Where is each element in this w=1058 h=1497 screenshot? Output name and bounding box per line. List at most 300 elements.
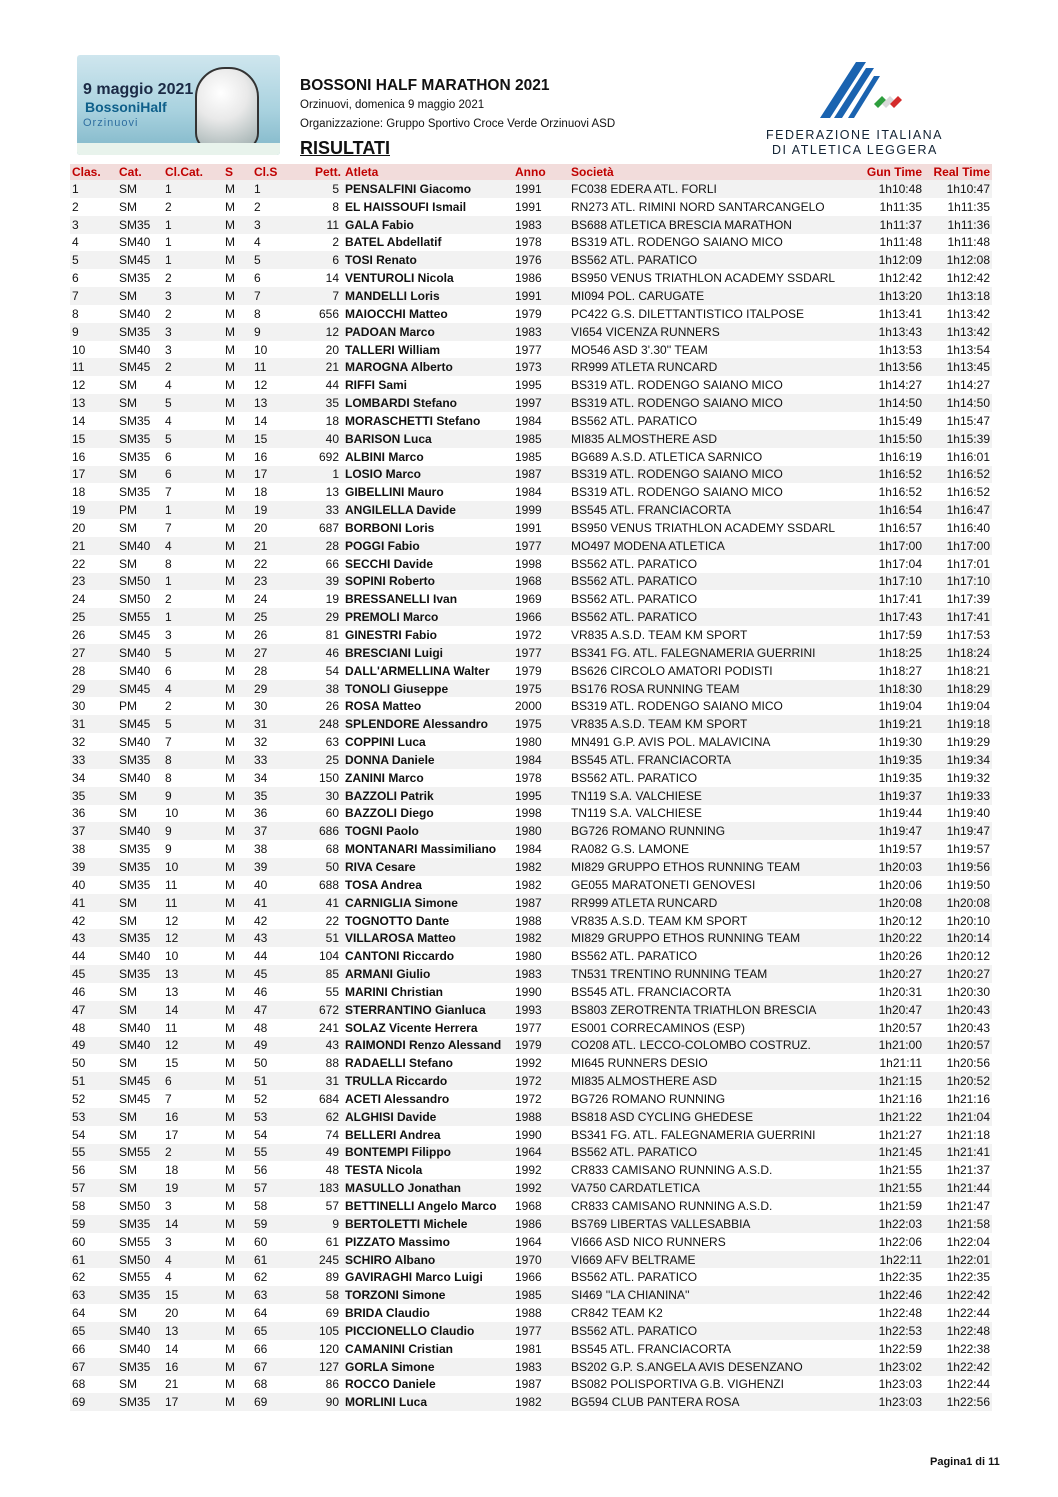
cell-atleta: SOPINI Roberto [343, 573, 513, 591]
cell-gun-time: 1h18:30 [851, 680, 924, 698]
cell-societa: BG726 ROMANO RUNNING [569, 822, 851, 840]
cell-societa: CR842 TEAM K2 [571, 1306, 663, 1321]
cell-pett: 684 [318, 1091, 339, 1106]
cell-atleta: PADOAN Marco [343, 323, 513, 341]
cell-anno: 1995 [513, 787, 569, 805]
cell-cat: SM35 [117, 323, 163, 341]
cell-cl-s: 60 [254, 1234, 268, 1249]
cell-pett: 25 [299, 751, 343, 769]
cell-clas: 48 [72, 1020, 86, 1035]
table-row [70, 822, 992, 840]
cell-gun-time: 1h19:47 [851, 822, 924, 840]
cell-societa: MI829 GRUPPO ETHOS RUNNING TEAM [569, 929, 851, 947]
cell-cl-s: 42 [254, 913, 268, 928]
table-row [70, 501, 992, 519]
cell-anno: 1977 [515, 1020, 542, 1035]
fidal-mark-icon [762, 60, 952, 124]
cell-cl-cat: 3 [163, 287, 223, 305]
cell-real-time: 1h16:47 [924, 501, 992, 519]
cell-anno: 1984 [515, 842, 542, 857]
table-row [70, 269, 992, 287]
header-cl-s: Cl.S [252, 164, 299, 180]
cell-cl-s: 21 [252, 537, 299, 555]
cell-real-time: 1h19:40 [946, 806, 990, 821]
cell-cl-s: 32 [254, 735, 268, 750]
cell-societa: RA082 G.S. LAMONE [571, 842, 690, 857]
cell-anno: 1977 [513, 537, 569, 555]
cell-clas: 41 [70, 894, 117, 912]
header-societa: Società [569, 164, 851, 180]
cell-gun-time: 1h21:45 [851, 1144, 924, 1162]
cell-cl-cat: 1 [163, 251, 223, 269]
cell-gun-time: 1h14:50 [851, 394, 924, 412]
table-row [70, 787, 992, 805]
cell-clas: 62 [72, 1270, 86, 1285]
page-number: Pagina1 di 11 [930, 1456, 1000, 1468]
cell-pett: 14 [325, 271, 339, 286]
cell-pett: 31 [299, 1072, 343, 1090]
cell-atleta: BELLERI Andrea [345, 1127, 441, 1142]
cell-atleta: POGGI Fabio [343, 537, 513, 555]
cell-cl-cat: 14 [163, 1215, 223, 1233]
cell-sex: M [223, 1286, 252, 1304]
cell-atleta: TRULLA Riccardo [343, 1072, 513, 1090]
cell-atleta: MORLINI Luca [343, 1393, 513, 1411]
cell-sex: M [225, 1306, 235, 1321]
cell-societa: BS319 ATL. RODENGO SAIANO MICO [571, 699, 783, 714]
cell-cl-s: 50 [254, 1056, 268, 1071]
cell-cl-cat: 12 [163, 929, 223, 947]
cell-sex: M [223, 358, 252, 376]
cell-cat: SM55 [117, 1144, 163, 1162]
cell-atleta: TOSA Andrea [345, 877, 422, 892]
cell-real-time: 1h22:01 [924, 1251, 992, 1269]
cell-atleta: BORBONI Loris [345, 520, 435, 535]
cell-sex: M [225, 663, 235, 678]
cell-cl-s: 24 [254, 592, 268, 607]
cell-cl-s: 4 [254, 235, 261, 250]
cell-real-time: 1h19:56 [924, 858, 992, 876]
cell-cl-s: 22 [254, 556, 268, 571]
cell-clas: 27 [70, 644, 117, 662]
cell-anno: 1987 [515, 1377, 542, 1392]
cell-gun-time: 1h22:03 [851, 1215, 924, 1233]
cell-real-time: 1h20:57 [924, 1037, 992, 1055]
cell-pett: 39 [299, 573, 343, 591]
cell-cl-s: 18 [254, 485, 268, 500]
cell-pett: 62 [299, 1108, 343, 1126]
cell-pett: 46 [299, 644, 343, 662]
cell-clas: 9 [70, 323, 117, 341]
table-row [70, 644, 992, 662]
cell-cl-s: 11 [252, 358, 299, 376]
cell-pett: 104 [318, 949, 339, 964]
cell-anno: 1995 [515, 378, 542, 393]
cell-societa: BS688 ATLETICA BRESCIA MARATHON [569, 216, 851, 234]
cell-clas: 42 [72, 913, 86, 928]
cell-cat: SM40 [119, 949, 151, 964]
table-row [70, 769, 992, 787]
cell-gun-time: 1h23:02 [851, 1358, 924, 1376]
table-row [70, 626, 992, 644]
cell-atleta: DALL'ARMELLINA Walter [345, 663, 490, 678]
cell-societa: BG594 CLUB PANTERA ROSA [569, 1393, 851, 1411]
cell-sex: M [223, 965, 252, 983]
cell-cat: SM [117, 394, 163, 412]
cell-cat: SM [117, 180, 163, 198]
table-row [70, 430, 992, 448]
cell-cat: SM35 [117, 929, 163, 947]
table-row [70, 537, 992, 555]
cell-pett: 20 [325, 342, 339, 357]
cell-clas: 24 [72, 592, 86, 607]
cell-real-time: 1h19:29 [946, 735, 990, 750]
cell-cl-cat: 7 [165, 1091, 172, 1106]
cell-pett: 688 [318, 877, 339, 892]
cell-atleta: BRIDA Claudio [345, 1306, 430, 1321]
cell-real-time: 1h22:56 [924, 1393, 992, 1411]
cell-cl-s: 25 [252, 608, 299, 626]
cell-sex: M [225, 1163, 235, 1178]
cell-clas: 47 [70, 1001, 117, 1019]
cell-societa: CO208 ATL. LECCO-COLOMBO COSTRUZ. [569, 1037, 851, 1055]
cell-clas: 6 [72, 271, 79, 286]
cell-real-time: 1h11:48 [947, 235, 990, 250]
cell-real-time: 1h12:08 [924, 251, 992, 269]
cell-cat: SM40 [117, 644, 163, 662]
cell-real-time: 1h18:21 [946, 663, 990, 678]
cell-gun-time: 1h22:35 [878, 1270, 922, 1285]
cell-gun-time: 1h13:20 [851, 287, 924, 305]
cell-cl-s: 17 [252, 466, 299, 484]
cell-cat: SM45 [117, 1072, 163, 1090]
cell-gun-time: 1h13:56 [851, 358, 924, 376]
cell-atleta: GORLA Simone [343, 1358, 513, 1376]
cell-cat: SM35 [117, 216, 163, 234]
cell-gun-time: 1h20:27 [851, 965, 924, 983]
cell-societa: RR999 ATLETA RUNCARD [569, 894, 851, 912]
cell-real-time: 1h14:27 [946, 378, 990, 393]
cell-cl-s: 48 [254, 1020, 268, 1035]
cell-gun-time: 1h22:46 [851, 1286, 924, 1304]
cell-pett: 22 [325, 913, 339, 928]
cell-cat: SM [119, 984, 137, 999]
cell-pett: 60 [325, 806, 339, 821]
cell-pett: 672 [299, 1001, 343, 1019]
cell-pett: 656 [318, 306, 339, 321]
cell-real-time: 1h18:29 [924, 680, 992, 698]
cell-sex: M [225, 770, 235, 785]
cell-atleta: LOMBARDI Stefano [343, 394, 513, 412]
cell-cl-s: 12 [254, 378, 268, 393]
cell-anno: 1998 [515, 806, 542, 821]
cell-societa: BS082 POLISPORTIVA G.B. VIGHENZI [571, 1377, 784, 1392]
cell-sex: M [225, 913, 235, 928]
cell-clas: 44 [72, 949, 86, 964]
header-clas: Clas. [70, 164, 117, 180]
cell-cat: SM50 [119, 1199, 151, 1214]
cell-atleta: ALGHISI Davide [343, 1108, 513, 1126]
cell-cl-cat: 1 [163, 501, 223, 519]
cell-atleta: CAMANINI Cristian [345, 1341, 454, 1356]
cell-clas: 66 [72, 1341, 86, 1356]
cell-gun-time: 1h22:06 [878, 1234, 922, 1249]
cell-clas: 57 [70, 1179, 117, 1197]
cell-real-time: 1h11:36 [924, 216, 992, 234]
cell-sex: M [225, 1020, 235, 1035]
fidal-line1: FEDERAZIONE ITALIANA [766, 128, 944, 142]
cell-cl-s: 45 [252, 965, 299, 983]
cell-real-time: 1h13:54 [946, 342, 990, 357]
cell-real-time: 1h21:47 [946, 1199, 990, 1214]
cell-anno: 1978 [515, 770, 542, 785]
cell-atleta: BATEL Abdellatif [345, 235, 442, 250]
cell-cl-s: 49 [252, 1037, 299, 1055]
table-row [70, 751, 992, 769]
cell-sex: M [223, 858, 252, 876]
cell-real-time: 1h18:24 [924, 644, 992, 662]
table-row [70, 198, 992, 216]
cell-cat: SM35 [119, 877, 151, 892]
table-row [70, 1126, 992, 1144]
cell-societa: MO497 MODENA ATLETICA [569, 537, 851, 555]
cell-gun-time: 1h21:27 [878, 1127, 922, 1142]
cell-gun-time: 1h16:57 [878, 520, 922, 535]
cell-real-time: 1h19:18 [924, 715, 992, 733]
cell-gun-time: 1h19:04 [878, 699, 922, 714]
cell-cl-s: 63 [252, 1286, 299, 1304]
cell-real-time: 1h17:39 [946, 592, 990, 607]
cell-cl-s: 36 [254, 806, 268, 821]
cell-sex: M [225, 1091, 235, 1106]
cell-pett: 85 [299, 965, 343, 983]
cell-anno: 1968 [513, 573, 569, 591]
cell-cl-s: 29 [252, 680, 299, 698]
table-row [70, 412, 992, 430]
cell-anno: 1984 [515, 413, 542, 428]
cell-clas: 36 [72, 806, 86, 821]
cell-cl-cat: 10 [165, 949, 179, 964]
cell-sex: M [223, 822, 252, 840]
cell-real-time: 1h17:41 [924, 608, 992, 626]
cell-pett: 48 [325, 1163, 339, 1178]
cell-clas: 59 [70, 1215, 117, 1233]
cell-sex: M [225, 485, 235, 500]
cell-cl-cat: 13 [163, 1322, 223, 1340]
cell-sex: M [223, 715, 252, 733]
table-row [70, 840, 992, 858]
cell-cat: SM35 [117, 965, 163, 983]
cell-anno: 1977 [513, 1322, 569, 1340]
cell-pett: 26 [325, 699, 339, 714]
cell-gun-time: 1h20:06 [878, 877, 922, 892]
cell-gun-time: 1h21:11 [879, 1056, 922, 1071]
cell-pett: 2 [332, 235, 339, 250]
cell-cl-cat: 8 [165, 556, 172, 571]
cell-real-time: 1h22:44 [946, 1306, 990, 1321]
cell-anno: 1980 [515, 735, 542, 750]
cell-pett: 9 [299, 1215, 343, 1233]
cell-anno: 1972 [513, 1072, 569, 1090]
cell-real-time: 1h21:44 [924, 1179, 992, 1197]
cell-cl-cat: 15 [163, 1286, 223, 1304]
cell-cl-cat: 2 [165, 306, 172, 321]
cell-sex: M [223, 680, 252, 698]
cell-cl-cat: 1 [163, 573, 223, 591]
cell-cl-cat: 4 [163, 1251, 223, 1269]
cell-cat: SM50 [117, 573, 163, 591]
cell-cl-s: 10 [254, 342, 268, 357]
cell-cl-s: 69 [252, 1393, 299, 1411]
cell-anno: 1985 [515, 449, 542, 464]
cell-societa: VR835 A.S.D. TEAM KM SPORT [569, 715, 851, 733]
cell-sex: M [223, 644, 252, 662]
cell-pett: 54 [325, 663, 339, 678]
cell-clas: 17 [70, 466, 117, 484]
cell-gun-time: 1h18:27 [878, 663, 922, 678]
cell-cat: SM [117, 1001, 163, 1019]
cell-atleta: BARISON Luca [343, 430, 513, 448]
table-row [70, 323, 992, 341]
cell-cat: SM [119, 199, 137, 214]
cell-cat: SM40 [119, 342, 151, 357]
cell-anno: 1982 [513, 858, 569, 876]
cell-anno: 1978 [515, 235, 542, 250]
cell-cat: SM [117, 466, 163, 484]
cell-pett: 13 [325, 485, 339, 500]
cell-real-time: 1h16:40 [946, 520, 990, 535]
results-body [70, 180, 992, 1411]
cell-atleta: STERRANTINO Gianluca [343, 1001, 513, 1019]
cell-societa: BS545 ATL. FRANCIACORTA [571, 1341, 732, 1356]
table-row [70, 1376, 992, 1394]
cell-societa: BS319 ATL. RODENGO SAIANO MICO [569, 394, 851, 412]
cell-sex: M [225, 592, 235, 607]
cell-gun-time: 1h22:11 [851, 1251, 924, 1269]
cell-cl-s: 7 [252, 287, 299, 305]
cell-atleta: BAZZOLI Patrik [343, 787, 513, 805]
cell-pett: 120 [318, 1341, 339, 1356]
cell-cl-cat: 3 [165, 628, 172, 643]
cell-cl-s: 44 [254, 949, 268, 964]
cell-sex: M [223, 180, 252, 198]
cell-pett: 29 [299, 608, 343, 626]
page-title: BOSSONI HALF MARATHON 2021 [300, 77, 550, 94]
logo-tagline: Orzinuovi [83, 117, 139, 129]
cell-atleta: CANTONI Riccardo [345, 949, 455, 964]
cell-cl-cat: 1 [165, 235, 172, 250]
cell-atleta: VENTUROLI Nicola [345, 271, 454, 286]
cell-cat: SM40 [119, 235, 151, 250]
cell-gun-time: 1h21:55 [851, 1179, 924, 1197]
cell-real-time: 1h21:04 [924, 1108, 992, 1126]
cell-sex: M [223, 537, 252, 555]
cell-cat: SM [119, 1306, 137, 1321]
cell-pett: 183 [299, 1179, 343, 1197]
cell-clas: 61 [70, 1251, 117, 1269]
cell-real-time: 1h21:16 [946, 1091, 990, 1106]
cell-cl-s: 67 [252, 1358, 299, 1376]
cell-cl-cat: 4 [163, 537, 223, 555]
cell-cl-cat: 15 [165, 1056, 179, 1071]
cell-clas: 52 [72, 1091, 86, 1106]
cell-cat: SM55 [117, 608, 163, 626]
cell-anno: 1985 [513, 1286, 569, 1304]
cell-cl-s: 62 [254, 1270, 268, 1285]
table-row [70, 376, 992, 394]
cell-real-time: 1h20:14 [924, 929, 992, 947]
cell-anno: 1993 [513, 1001, 569, 1019]
cell-gun-time: 1h12:09 [851, 251, 924, 269]
cell-atleta: ROSA Matteo [345, 699, 422, 714]
cell-gun-time: 1h21:59 [878, 1199, 922, 1214]
cell-anno: 1973 [513, 358, 569, 376]
cell-atleta: ARMANI Giulio [343, 965, 513, 983]
cell-sex: M [225, 271, 235, 286]
cell-pett: 241 [318, 1020, 339, 1035]
cell-real-time: 1h20:52 [924, 1072, 992, 1090]
cell-atleta: ROCCO Daniele [345, 1377, 436, 1392]
cell-sex: M [223, 1144, 252, 1162]
cell-atleta: SCHIRO Albano [343, 1251, 513, 1269]
cell-pett: 687 [318, 520, 339, 535]
cell-cl-s: 1 [252, 180, 299, 198]
table-row [70, 1233, 992, 1251]
cell-real-time: 1h21:41 [924, 1144, 992, 1162]
cell-real-time: 1h22:48 [924, 1322, 992, 1340]
cell-cl-cat: 2 [165, 699, 172, 714]
header-sex: S [223, 164, 252, 180]
cell-atleta: TOSI Renato [343, 251, 513, 269]
table-row [70, 965, 992, 983]
cell-clas: 51 [70, 1072, 117, 1090]
cell-cl-cat: 9 [163, 822, 223, 840]
table-row [70, 1161, 992, 1179]
cell-societa: VI666 ASD NICO RUNNERS [571, 1234, 726, 1249]
cell-societa: MI094 POL. CARUGATE [569, 287, 851, 305]
cell-sex: M [225, 1199, 235, 1214]
cell-pett: 55 [325, 984, 339, 999]
cell-cl-cat: 5 [163, 715, 223, 733]
cell-pett: 245 [299, 1251, 343, 1269]
cell-clas: 12 [72, 378, 86, 393]
cell-sex: M [225, 306, 235, 321]
cell-pett: 105 [299, 1322, 343, 1340]
cell-societa: BS319 ATL. RODENGO SAIANO MICO [569, 466, 851, 484]
cell-societa: TN119 S.A. VALCHIESE [571, 806, 702, 821]
cell-clas: 25 [70, 608, 117, 626]
cell-gun-time: 1h13:43 [851, 323, 924, 341]
cell-cat: SM [119, 806, 137, 821]
cell-anno: 1998 [515, 556, 542, 571]
cell-atleta: RAIMONDI Renzo Alessand [343, 1037, 513, 1055]
cell-clas: 34 [72, 770, 86, 785]
cell-anno: 1992 [513, 1179, 569, 1197]
cell-pett: 11 [299, 216, 343, 234]
cell-cl-cat: 2 [165, 271, 172, 286]
cell-cl-cat: 9 [165, 842, 172, 857]
cell-anno: 1977 [513, 644, 569, 662]
table-row [70, 358, 992, 376]
cell-gun-time: 1h11:35 [879, 199, 922, 214]
cell-sex: M [223, 787, 252, 805]
cell-pett: 49 [299, 1144, 343, 1162]
cell-societa: BS769 LIBERTAS VALLESABBIA [569, 1215, 851, 1233]
cell-gun-time: 1h19:57 [878, 842, 922, 857]
cell-anno: 1992 [515, 1056, 542, 1071]
cell-cat: SM35 [119, 413, 151, 428]
cell-cat: SM40 [119, 1341, 151, 1356]
